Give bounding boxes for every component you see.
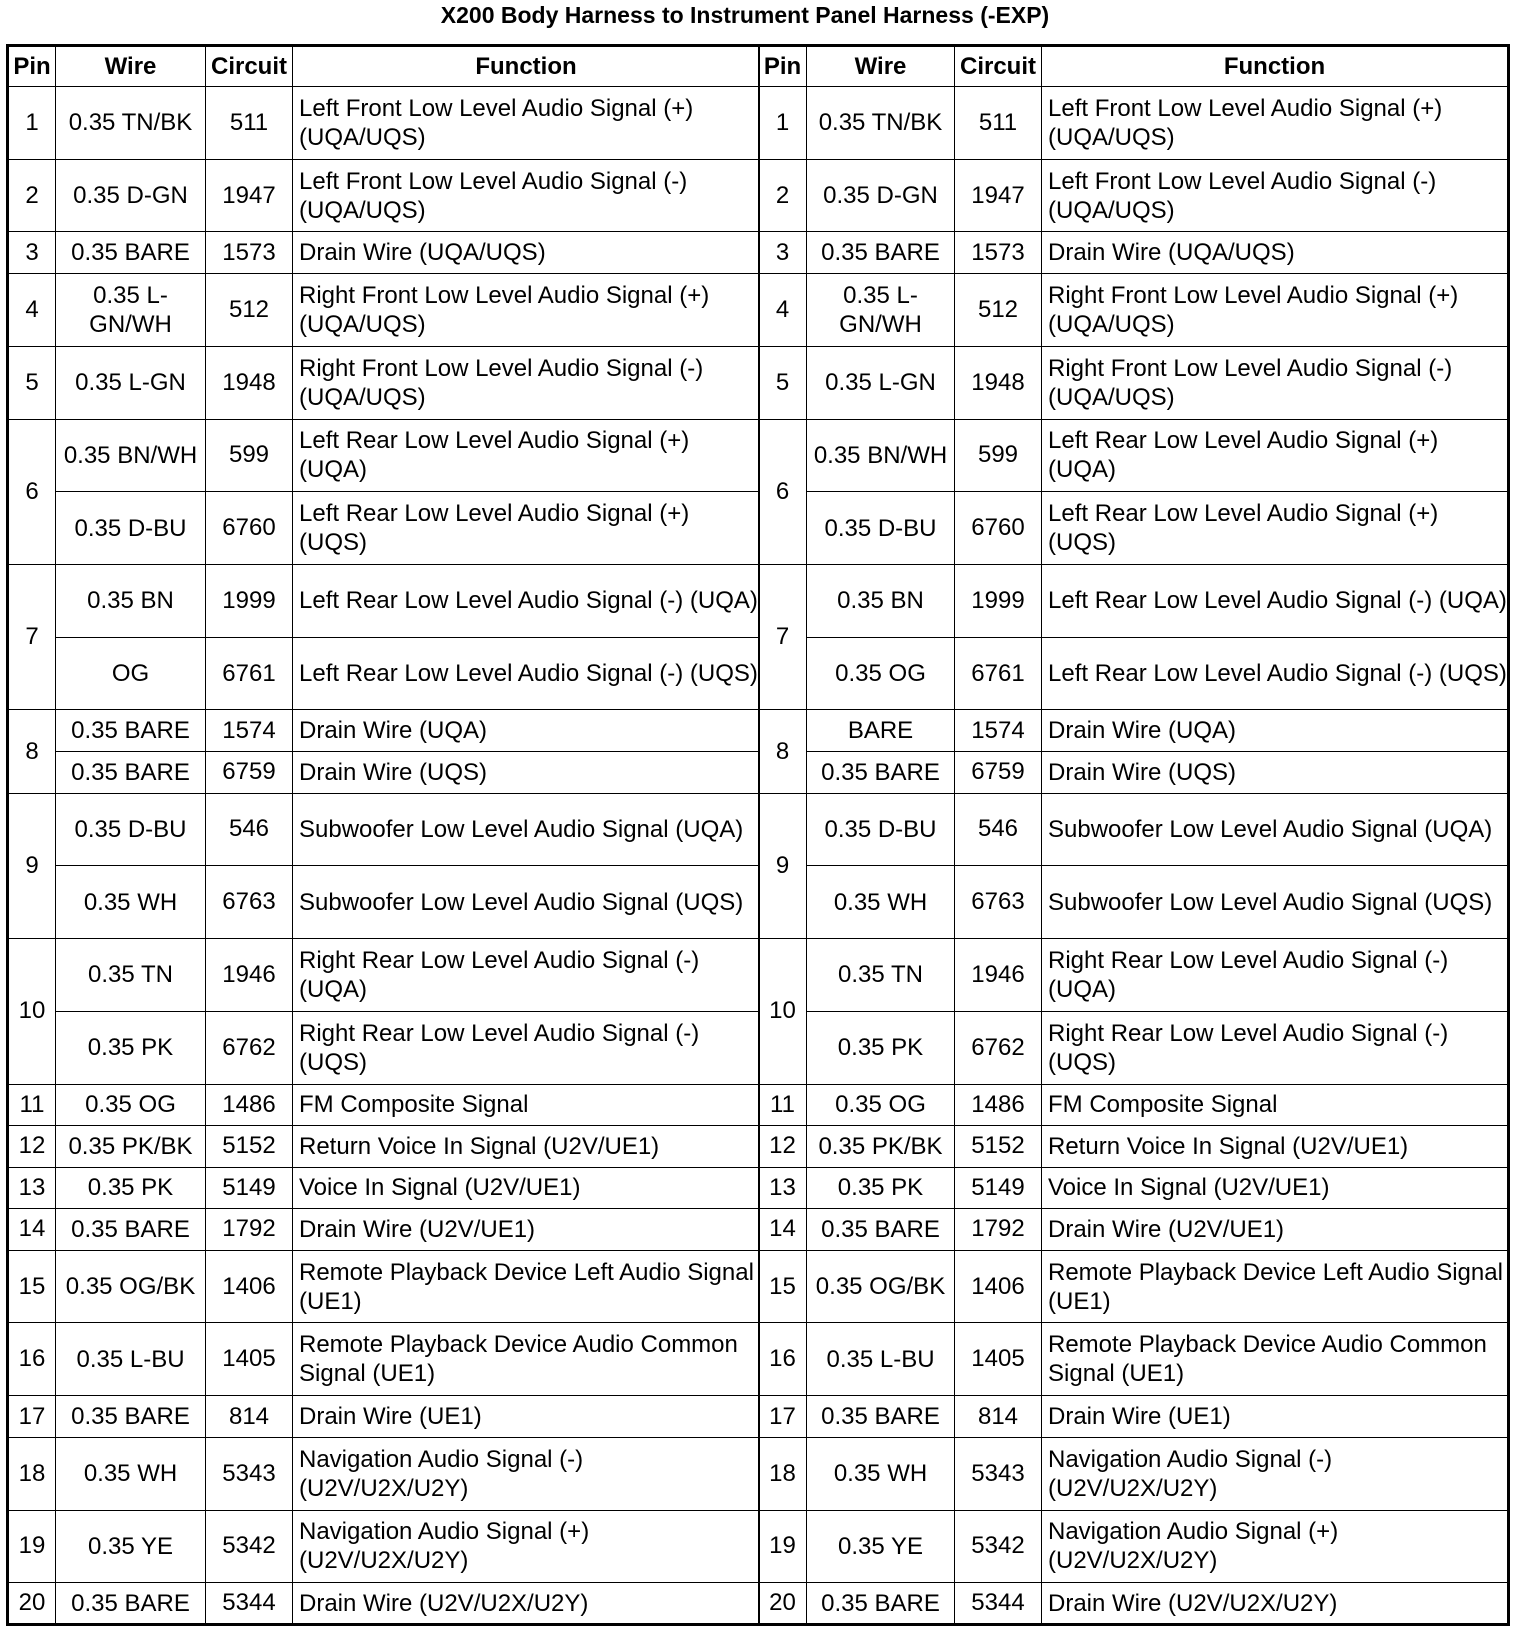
table-row [759,1437,1509,1510]
circuit-cell: 6760 [206,492,293,565]
function-cell: Subwoofer Low Level Audio Signal (UQS) [1042,866,1509,939]
circuit-cell: 1406 [206,1250,293,1323]
circuit-cell: 5344 [206,1583,293,1625]
table-row [759,939,1509,1012]
function-cell: Return Voice In Signal (U2V/UE1) [1042,1126,1509,1168]
wire-cell: 0.35 PK/BK [807,1126,955,1168]
circuit-cell: 5343 [955,1437,1042,1510]
circuit-cell: 5342 [206,1510,293,1583]
wire-cell: 0.35 PK/BK [56,1126,206,1168]
pin-cell: 1 [8,87,56,160]
table-row [8,232,760,274]
table-row [8,346,760,419]
pin-cell: 14 [8,1209,56,1251]
pin-cell: 6 [8,419,56,564]
wire-cell: 0.35 L-GN [807,346,955,419]
wire-cell: 0.35 L-BU [56,1323,206,1396]
table-row [759,1323,1509,1396]
pin-cell: 16 [8,1323,56,1396]
pin-cell: 20 [8,1583,56,1625]
wire-cell: 0.35 BARE [807,232,955,274]
table-row [8,939,760,1012]
table-row [759,492,1509,565]
pin-cell: 11 [8,1084,56,1126]
circuit-cell: 6761 [955,637,1042,710]
wire-cell: 0.35 WH [807,866,955,939]
function-cell: Drain Wire (UQA/UQS) [1042,232,1509,274]
function-cell: Drain Wire (U2V/U2X/U2Y) [293,1583,760,1625]
wire-cell: 0.35 TN/BK [807,87,955,160]
table-row [759,637,1509,710]
circuit-cell: 1946 [955,939,1042,1012]
wire-cell: 0.35 BARE [56,1396,206,1438]
function-cell: Right Front Low Level Audio Signal (+) (UQA/UQS) [293,274,760,347]
function-cell: Right Front Low Level Audio Signal (-) (UQA/UQS) [1042,346,1509,419]
circuit-cell: 599 [206,419,293,492]
function-cell: Drain Wire (UE1) [1042,1396,1509,1438]
wire-cell: 0.35 L-GN/WH [56,274,206,347]
table-row [8,1209,760,1251]
pin-cell: 12 [759,1126,807,1168]
function-cell: Remote Playback Device Audio Common Signal (UE1) [1042,1323,1509,1396]
pin-cell: 17 [8,1396,56,1438]
wire-cell: BARE [807,710,955,752]
pin-cell: 2 [759,159,807,232]
wire-cell: 0.35 L-GN/WH [807,274,955,347]
wire-cell: 0.35 BARE [56,710,206,752]
wire-cell: 0.35 BARE [56,232,206,274]
table-row [759,1510,1509,1583]
pin-cell: 10 [8,939,56,1084]
function-cell: Drain Wire (U2V/UE1) [293,1209,760,1251]
wire-cell: 0.35 TN/BK [56,87,206,160]
wire-cell: 0.35 OG/BK [807,1250,955,1323]
table-row [759,1250,1509,1323]
wire-cell: 0.35 OG [807,637,955,710]
function-cell: Right Front Low Level Audio Signal (+) (UQA/UQS) [1042,274,1509,347]
table-row [759,793,1509,866]
header-pin: Pin [8,46,56,87]
wire-cell: 0.35 OG/BK [56,1250,206,1323]
table-row [8,1437,760,1510]
function-cell: Left Front Low Level Audio Signal (-) (UQA/UQS) [1042,159,1509,232]
circuit-cell: 6761 [206,637,293,710]
function-cell: FM Composite Signal [1042,1084,1509,1126]
circuit-cell: 1792 [955,1209,1042,1251]
circuit-cell: 6762 [206,1011,293,1084]
function-cell: Right Rear Low Level Audio Signal (-) (UQA) [293,939,760,1012]
circuit-cell: 5149 [955,1167,1042,1209]
wire-cell: 0.35 D-GN [807,159,955,232]
pin-cell: 6 [759,419,807,564]
function-cell: Voice In Signal (U2V/UE1) [1042,1167,1509,1209]
pin-cell: 11 [759,1084,807,1126]
pin-cell: 12 [8,1126,56,1168]
header-circuit: Circuit [206,46,293,87]
header-circuit: Circuit [955,46,1042,87]
circuit-cell: 546 [955,793,1042,866]
circuit-cell: 1574 [955,710,1042,752]
wire-cell: 0.35 BN/WH [807,419,955,492]
table-row [8,1583,760,1625]
circuit-cell: 512 [955,274,1042,347]
circuit-cell: 1573 [955,232,1042,274]
function-cell: Drain Wire (U2V/UE1) [1042,1209,1509,1251]
table-row [759,1396,1509,1438]
function-cell: Left Front Low Level Audio Signal (+) (UQA/UQS) [1042,87,1509,160]
pin-cell: 19 [8,1510,56,1583]
circuit-cell: 6762 [955,1011,1042,1084]
circuit-cell: 5342 [955,1510,1042,1583]
circuit-cell: 1999 [955,564,1042,637]
circuit-cell: 6759 [206,752,293,794]
wire-cell: 0.35 OG [56,1084,206,1126]
circuit-cell: 511 [206,87,293,160]
wire-cell: 0.35 BARE [56,752,206,794]
table-row [8,1126,760,1168]
table-row [8,793,760,866]
wire-cell: 0.35 BARE [56,1583,206,1625]
table-row [8,419,760,492]
pin-cell: 2 [8,159,56,232]
pin-cell: 3 [8,232,56,274]
pin-cell: 20 [759,1583,807,1625]
pin-cell: 4 [8,274,56,347]
table-row [8,1250,760,1323]
table-row [8,159,760,232]
circuit-cell: 1948 [955,346,1042,419]
function-cell: Drain Wire (UQS) [1042,752,1509,794]
table-row [759,710,1509,752]
function-cell: Navigation Audio Signal (+) (U2V/U2X/U2Y) [1042,1510,1509,1583]
function-cell: Drain Wire (UQS) [293,752,760,794]
function-cell: Return Voice In Signal (U2V/UE1) [293,1126,760,1168]
function-cell: Right Rear Low Level Audio Signal (-) (UQS) [1042,1011,1509,1084]
table-row [8,1084,760,1126]
circuit-cell: 1406 [955,1250,1042,1323]
table-row [8,1323,760,1396]
wire-cell: 0.35 YE [56,1510,206,1583]
circuit-cell: 1574 [206,710,293,752]
table-row [8,564,760,637]
circuit-cell: 1947 [955,159,1042,232]
pin-cell: 9 [759,793,807,938]
pin-cell: 16 [759,1323,807,1396]
table-row [8,710,760,752]
wire-cell: 0.35 BN [56,564,206,637]
pin-cell: 18 [8,1437,56,1510]
table-row [759,1583,1509,1625]
connector-table-right [758,44,1510,1626]
header-wire: Wire [56,46,206,87]
pin-cell: 4 [759,274,807,347]
circuit-cell: 1999 [206,564,293,637]
function-cell: Navigation Audio Signal (+) (U2V/U2X/U2Y) [293,1510,760,1583]
wire-cell: 0.35 PK [56,1011,206,1084]
pin-cell: 8 [8,710,56,793]
table-row [759,87,1509,160]
circuit-cell: 5152 [955,1126,1042,1168]
wire-cell: 0.35 YE [807,1510,955,1583]
wire-cell: 0.35 BARE [56,1209,206,1251]
circuit-cell: 6763 [206,866,293,939]
table-row [759,752,1509,794]
table-row [759,159,1509,232]
function-cell: Drain Wire (UQA) [1042,710,1509,752]
connector-table-left [6,44,760,1626]
function-cell: Left Rear Low Level Audio Signal (-) (UQS) [293,637,760,710]
pin-cell: 18 [759,1437,807,1510]
function-cell: Subwoofer Low Level Audio Signal (UQA) [1042,793,1509,866]
circuit-cell: 6763 [955,866,1042,939]
pin-cell: 17 [759,1396,807,1438]
circuit-cell: 511 [955,87,1042,160]
wire-cell: 0.35 BARE [807,752,955,794]
table-row [8,1011,760,1084]
table-row [759,419,1509,492]
pin-cell: 14 [759,1209,807,1251]
function-cell: Navigation Audio Signal (-) (U2V/U2X/U2Y) [1042,1437,1509,1510]
circuit-cell: 5343 [206,1437,293,1510]
wire-cell: 0.35 D-BU [807,492,955,565]
function-cell: Left Rear Low Level Audio Signal (-) (UQA) [1042,564,1509,637]
circuit-cell: 599 [955,419,1042,492]
wire-cell: 0.35 PK [807,1011,955,1084]
circuit-cell: 1405 [955,1323,1042,1396]
function-cell: Drain Wire (U2V/U2X/U2Y) [1042,1583,1509,1625]
table-row [759,564,1509,637]
pin-cell: 15 [8,1250,56,1323]
wire-cell: 0.35 L-GN [56,346,206,419]
table-row [759,1209,1509,1251]
function-cell: Drain Wire (UQA/UQS) [293,232,760,274]
function-cell: Subwoofer Low Level Audio Signal (UQS) [293,866,760,939]
pin-cell: 13 [8,1167,56,1209]
circuit-cell: 546 [206,793,293,866]
circuit-cell: 5149 [206,1167,293,1209]
table-row [759,1084,1509,1126]
function-cell: Remote Playback Device Left Audio Signal (UE1) [293,1250,760,1323]
page-title: X200 Body Harness to Instrument Panel Harness (-EXP) [440,2,1050,28]
pin-cell: 9 [8,793,56,938]
pin-cell: 10 [759,939,807,1084]
wire-cell: 0.35 BARE [807,1209,955,1251]
function-cell: Right Rear Low Level Audio Signal (-) (UQA) [1042,939,1509,1012]
table-row [8,1510,760,1583]
function-cell: Remote Playback Device Left Audio Signal (UE1) [1042,1250,1509,1323]
function-cell: Left Rear Low Level Audio Signal (+) (UQA) [1042,419,1509,492]
pin-cell: 19 [759,1510,807,1583]
wire-cell: 0.35 BARE [807,1583,955,1625]
table-row [8,752,760,794]
function-cell: Navigation Audio Signal (-) (U2V/U2X/U2Y) [293,1437,760,1510]
table-row [8,1396,760,1438]
table-row [8,637,760,710]
function-cell: Left Rear Low Level Audio Signal (+) (UQS) [293,492,760,565]
header-function: Function [1042,46,1509,87]
function-cell: Left Front Low Level Audio Signal (-) (UQA/UQS) [293,159,760,232]
circuit-cell: 6759 [955,752,1042,794]
header-function: Function [293,46,760,87]
function-cell: Remote Playback Device Audio Common Signal (UE1) [293,1323,760,1396]
table-row [8,87,760,160]
pin-cell: 15 [759,1250,807,1323]
table-row [759,274,1509,347]
wire-cell: 0.35 L-BU [807,1323,955,1396]
table-row [8,866,760,939]
table-row [759,346,1509,419]
wire-cell: 0.35 PK [56,1167,206,1209]
circuit-cell: 1792 [206,1209,293,1251]
table-row [759,1167,1509,1209]
wire-cell: 0.35 D-GN [56,159,206,232]
wire-cell: 0.35 D-BU [56,793,206,866]
wire-cell: 0.35 BN/WH [56,419,206,492]
circuit-cell: 814 [955,1396,1042,1438]
table-row [759,232,1509,274]
circuit-cell: 6760 [955,492,1042,565]
function-cell: Left Front Low Level Audio Signal (+) (UQA/UQS) [293,87,760,160]
pin-cell: 1 [759,87,807,160]
wire-cell: 0.35 WH [56,1437,206,1510]
table-row [759,1126,1509,1168]
wire-cell: 0.35 TN [807,939,955,1012]
pin-cell: 8 [759,710,807,793]
circuit-cell: 1573 [206,232,293,274]
function-cell: Subwoofer Low Level Audio Signal (UQA) [293,793,760,866]
header-wire: Wire [807,46,955,87]
function-cell: Left Rear Low Level Audio Signal (+) (UQS) [1042,492,1509,565]
pin-cell: 7 [759,564,807,709]
wire-cell: 0.35 TN [56,939,206,1012]
table-row [759,866,1509,939]
circuit-cell: 5344 [955,1583,1042,1625]
circuit-cell: 5152 [206,1126,293,1168]
function-cell: FM Composite Signal [293,1084,760,1126]
table-row [8,1167,760,1209]
circuit-cell: 1405 [206,1323,293,1396]
wire-cell: 0.35 OG [807,1084,955,1126]
header-pin: Pin [759,46,807,87]
wire-cell: OG [56,637,206,710]
wire-cell: 0.35 D-BU [807,793,955,866]
function-cell: Right Rear Low Level Audio Signal (-) (UQS) [293,1011,760,1084]
circuit-cell: 512 [206,274,293,347]
wire-cell: 0.35 BARE [807,1396,955,1438]
wire-cell: 0.35 D-BU [56,492,206,565]
function-cell: Right Front Low Level Audio Signal (-) (UQA/UQS) [293,346,760,419]
function-cell: Left Rear Low Level Audio Signal (+) (UQA) [293,419,760,492]
pin-cell: 3 [759,232,807,274]
function-cell: Left Rear Low Level Audio Signal (-) (UQS) [1042,637,1509,710]
function-cell: Voice In Signal (U2V/UE1) [293,1167,760,1209]
table-row [8,492,760,565]
wire-cell: 0.35 WH [807,1437,955,1510]
table-row [759,1011,1509,1084]
circuit-cell: 1486 [206,1084,293,1126]
circuit-cell: 1948 [206,346,293,419]
table-row [8,274,760,347]
pin-cell: 5 [8,346,56,419]
circuit-cell: 1486 [955,1084,1042,1126]
circuit-cell: 1947 [206,159,293,232]
pin-cell: 13 [759,1167,807,1209]
wire-cell: 0.35 WH [56,866,206,939]
function-cell: Drain Wire (UQA) [293,710,760,752]
circuit-cell: 814 [206,1396,293,1438]
pin-cell: 5 [759,346,807,419]
circuit-cell: 1946 [206,939,293,1012]
wire-cell: 0.35 BN [807,564,955,637]
wire-cell: 0.35 PK [807,1167,955,1209]
function-cell: Drain Wire (UE1) [293,1396,760,1438]
pin-cell: 7 [8,564,56,709]
function-cell: Left Rear Low Level Audio Signal (-) (UQA) [293,564,760,637]
